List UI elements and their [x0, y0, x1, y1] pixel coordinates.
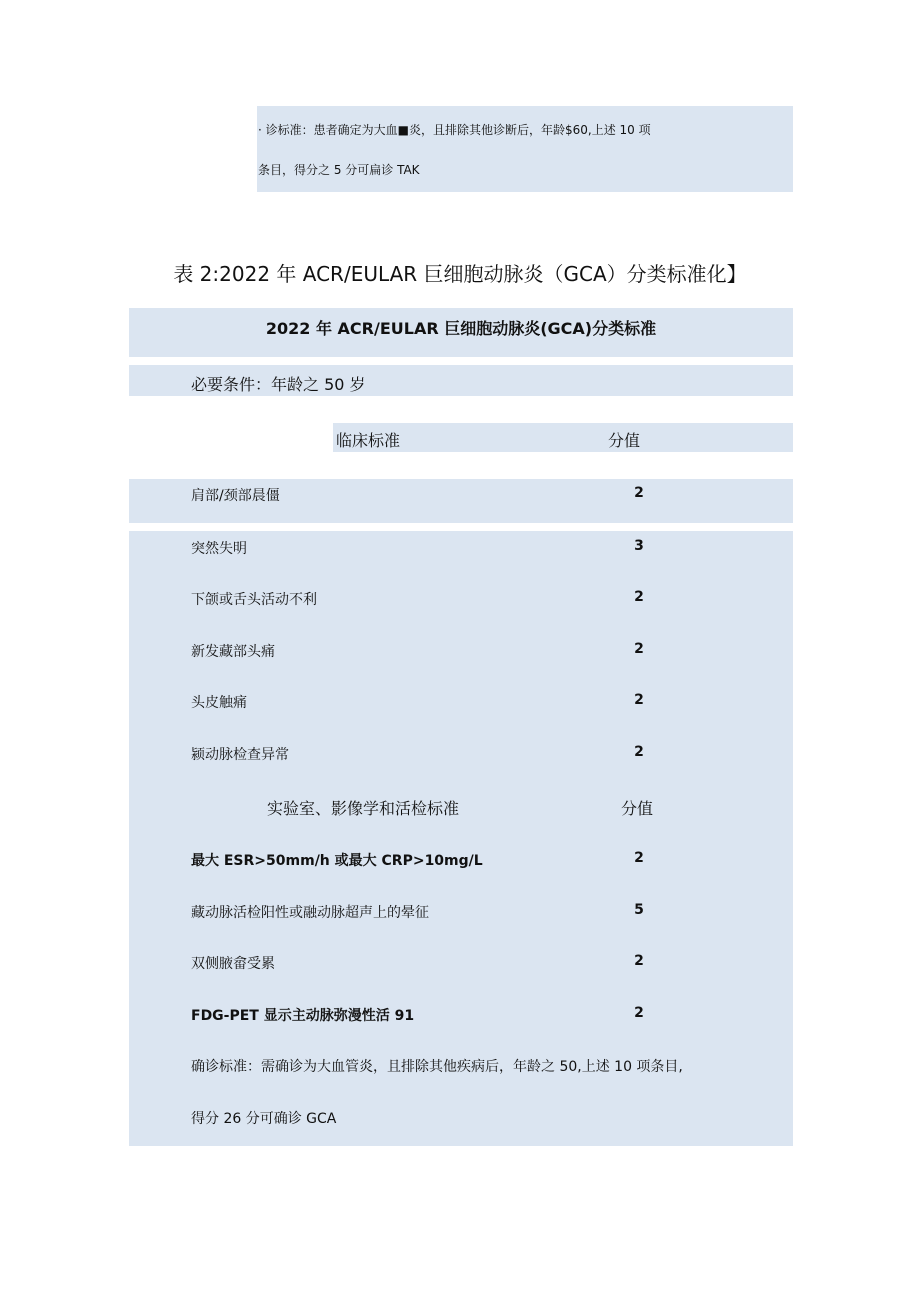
clinical-row-score: 3: [634, 538, 644, 554]
clinical-row-label: 颍动脉检查异常: [191, 747, 289, 763]
lab-row-label: FDG-PET 显示主动脉弥漫性活 91: [191, 1008, 415, 1024]
lab-criteria-label: 实验室、影像学和活检标准: [267, 799, 460, 818]
clinical-row-label: 肩部/颈部晨僵: [191, 488, 280, 504]
clinical-row-score: 2: [634, 692, 644, 708]
clinical-row-label: 头皮触痛: [191, 695, 247, 711]
clinical-score-label: 分值: [608, 431, 641, 450]
clinical-criteria-label: 临床标准: [336, 431, 401, 450]
rows-band: [129, 531, 793, 1146]
lab-row-score: 2: [634, 1005, 644, 1021]
top-note-line-2: 条目，得分之 5 分可扁诊 TAK: [258, 163, 420, 177]
lab-row-score: 2: [634, 953, 644, 969]
clinical-row-score: 2: [634, 641, 644, 657]
table-header: 2022 年 ACR/EULAR 巨细胞动脉炎(GCA)分类标准: [265, 319, 657, 338]
clinical-row-score: 2: [634, 744, 644, 760]
lab-row-score: 5: [634, 902, 644, 918]
lab-row-label: 双侧腋畲受累: [191, 956, 275, 972]
clinical-row-label: 突然失明: [191, 541, 247, 557]
clinical-row-label: 下颌或舌头活动不利: [191, 592, 317, 608]
lab-row-label: 藏动脉活检阳性或融动脉超声上的晕征: [191, 905, 429, 921]
table-title: 表 2:2022 年 ACR/EULAR 巨细胞动脉炎（GCA）分类标准化】: [173, 262, 747, 286]
clinical-row-score: 2: [634, 485, 644, 501]
clinical-header-band: [333, 423, 793, 452]
top-note-line-1: · 诊标准：患者确定为大血■炎，且排除其他诊断后，年龄$60,上述 10 项: [258, 123, 651, 137]
clinical-row-score: 2: [634, 589, 644, 605]
footer-line-2: 得分 26 分可确诊 GCA: [191, 1111, 337, 1127]
lab-row-label: 最大 ESR>50mm/h 或最大 CRP>10mg/L: [191, 853, 483, 869]
lab-row-score: 2: [634, 850, 644, 866]
requirement-text: 必要条件：年龄之 50 岁: [191, 375, 366, 394]
lab-score-label: 分值: [621, 799, 654, 818]
footer-line-1: 确诊标准：需确诊为大血管炎，且排除其他疾病后，年龄之 50,上述 10 项条目,: [191, 1059, 683, 1075]
clinical-row-label: 新发藏部头痛: [191, 644, 275, 660]
top-note-box: [257, 106, 793, 192]
